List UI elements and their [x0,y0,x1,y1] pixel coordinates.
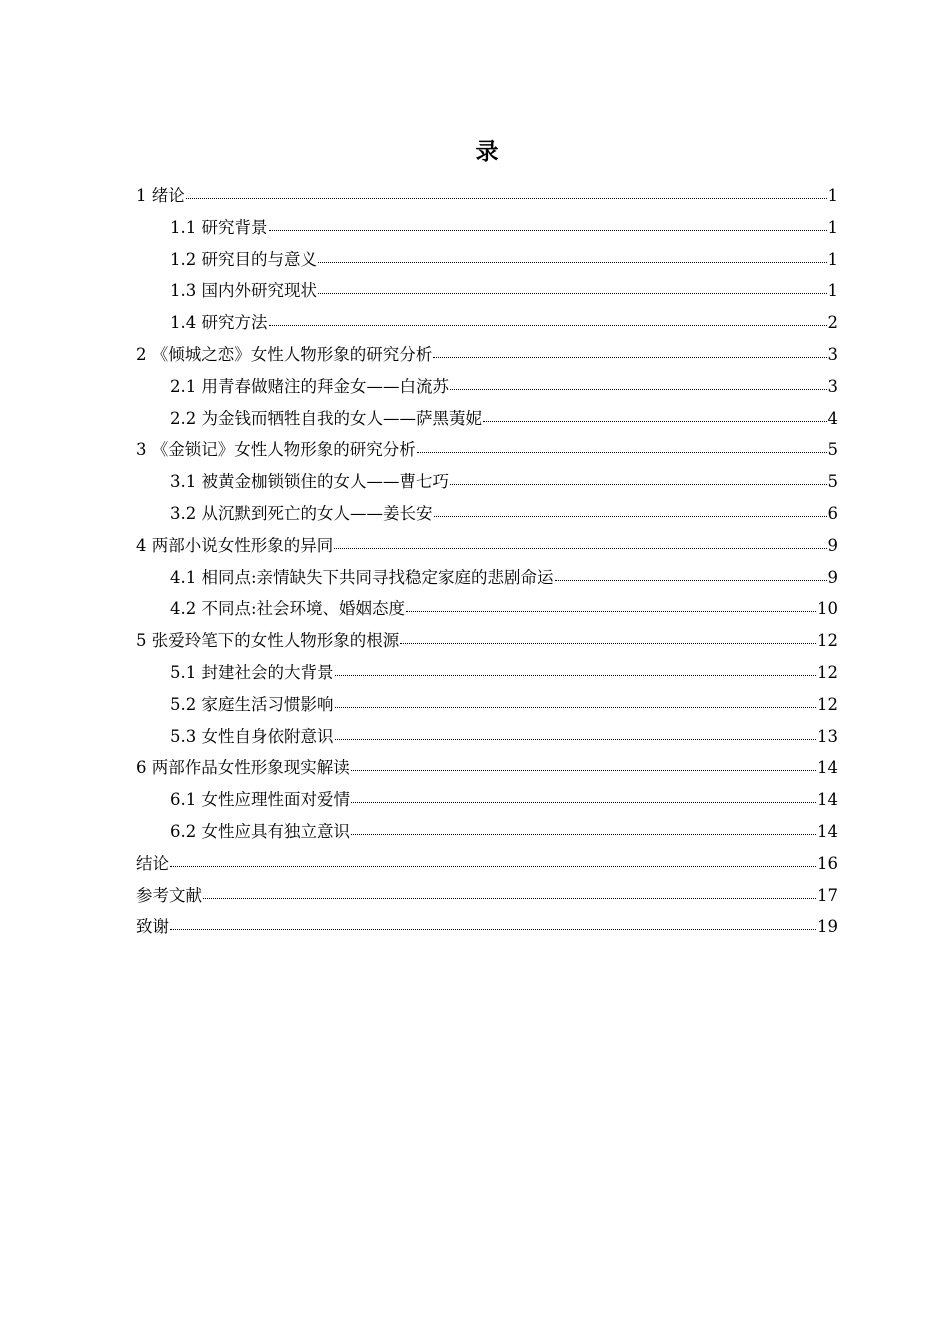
toc-entry[interactable] [136,911,838,943]
toc-entry[interactable] [136,530,838,562]
toc-entry[interactable] [136,784,838,816]
toc-page-number: 10 [817,599,838,619]
toc-entry-text: 6.1 女性应理性面对爱情 [170,790,350,810]
toc-dot-leader [351,801,816,803]
toc-dot-leader [351,769,816,771]
toc-dot-leader [450,483,827,485]
toc-page-number: 12 [817,694,838,714]
toc-dot-leader [417,451,827,453]
toc-dot-leader [269,324,827,326]
toc-entry-text: 5.3 女性自身依附意识 [170,726,334,746]
toc-entry-text: 3.1 被黄金枷锁锁住的女人——曹七巧 [170,472,449,492]
toc-page-number: 4 [827,408,838,428]
toc-entry-text: 4.2 不同点:社会环境、婚姻态度 [170,599,406,619]
toc-entry[interactable] [136,307,838,339]
toc-page-number: 9 [827,567,838,587]
toc-entry-text: 2.2 为金钱而牺牲自我的女人——萨黑荑妮 [170,408,482,428]
toc-entry-text: 参考文献 [136,885,202,905]
toc-entry-text: 2 《倾城之恋》女性人物形象的研究分析 [136,344,433,364]
toc-entry-text: 致谢 [136,917,169,937]
toc-list [136,180,838,943]
toc-page-number: 1 [827,249,838,269]
toc-entry[interactable] [136,498,838,530]
toc-entry-text: 1.4 研究方法 [170,313,268,333]
toc-entry[interactable] [136,339,838,371]
toc-entry-text: 4.1 相同点:亲情缺失下共同寻找稳定家庭的悲剧命运 [170,567,554,587]
toc-entry-text: 结论 [136,853,169,873]
toc-entry[interactable] [136,466,838,498]
toc-entry[interactable] [136,880,838,912]
toc-entry[interactable] [136,275,838,307]
toc-entry[interactable] [136,689,838,721]
toc-entry[interactable] [136,403,838,435]
toc-dot-leader [483,420,827,422]
toc-dot-leader [318,292,827,294]
toc-entry[interactable] [136,593,838,625]
toc-entry-text: 5 张爱玲笔下的女性人物形象的根源 [136,631,400,651]
toc-entry-text: 1.3 国内外研究现状 [170,281,317,301]
toc-entry[interactable] [136,816,838,848]
toc-page-number: 6 [827,503,838,523]
toc-dot-leader [203,897,816,899]
toc-entry[interactable] [136,562,838,594]
toc-page-number: 16 [817,853,838,873]
toc-entry-text: 6.2 女性应具有独立意识 [170,821,350,841]
toc-dot-leader [335,706,817,708]
toc-entry[interactable] [136,752,838,784]
toc-entry-text: 6 两部作品女性形象现实解读 [136,758,350,778]
toc-page-number: 1 [827,217,838,237]
toc-entry[interactable] [136,434,838,466]
toc-dot-leader [170,928,816,930]
toc-dot-leader [318,261,827,263]
toc-title: 录 [475,139,499,165]
toc-page-number: 17 [817,885,838,905]
toc-page-number: 14 [817,790,838,810]
toc-entry-text: 4 两部小说女性形象的异同 [136,535,334,555]
toc-entry-text: 1.2 研究目的与意义 [170,249,317,269]
toc-dot-leader [335,738,817,740]
toc-entry[interactable] [136,180,838,212]
toc-entry-text: 1.1 研究背景 [170,217,268,237]
toc-page-number: 19 [817,917,838,937]
toc-entry-text: 1 绪论 [136,186,185,205]
toc-page-number: 1 [827,186,838,205]
toc-page-number: 14 [817,821,838,841]
toc-entry[interactable] [136,625,838,657]
toc-page-number: 5 [827,440,838,460]
toc-entry-text: 5.2 家庭生活习惯影响 [170,694,334,714]
toc-dot-leader [335,674,817,676]
toc-dot-leader [269,229,827,231]
toc-dot-leader [351,833,816,835]
toc-dot-leader [555,579,827,581]
toc-page-number: 3 [827,376,838,396]
toc-page-number: 1 [827,281,838,301]
toc-dot-leader [406,610,816,612]
toc-dot-leader [400,642,816,644]
toc-page-number: 13 [817,726,838,746]
toc-entry[interactable] [136,657,838,689]
toc-page-number: 12 [817,631,838,651]
toc-entry-text: 2.1 用青春做赌注的拜金女——白流苏 [170,376,449,396]
toc-page-number: 2 [827,313,838,333]
toc-dot-leader [434,515,827,517]
toc-dot-leader [170,865,816,867]
toc-entry[interactable] [136,371,838,403]
toc-dot-leader [450,388,827,390]
toc-entry[interactable] [136,848,838,880]
toc-entry[interactable] [136,212,838,244]
toc-page-number: 3 [827,344,838,364]
toc-entry-text: 3.2 从沉默到死亡的女人——姜长安 [170,503,433,523]
toc-entry-text: 3 《金锁记》女性人物形象的研究分析 [136,440,416,460]
toc-dot-leader [186,197,827,199]
toc-page-number: 14 [817,758,838,778]
toc-entry[interactable] [136,721,838,753]
toc-page-number: 12 [817,662,838,682]
toc-entry-text: 5.1 封建社会的大背景 [170,662,334,682]
toc-dot-leader [334,547,826,549]
toc-entry[interactable] [136,244,838,276]
toc-dot-leader [433,356,826,358]
toc-page-number: 5 [827,472,838,492]
toc-page-number: 9 [827,535,838,555]
